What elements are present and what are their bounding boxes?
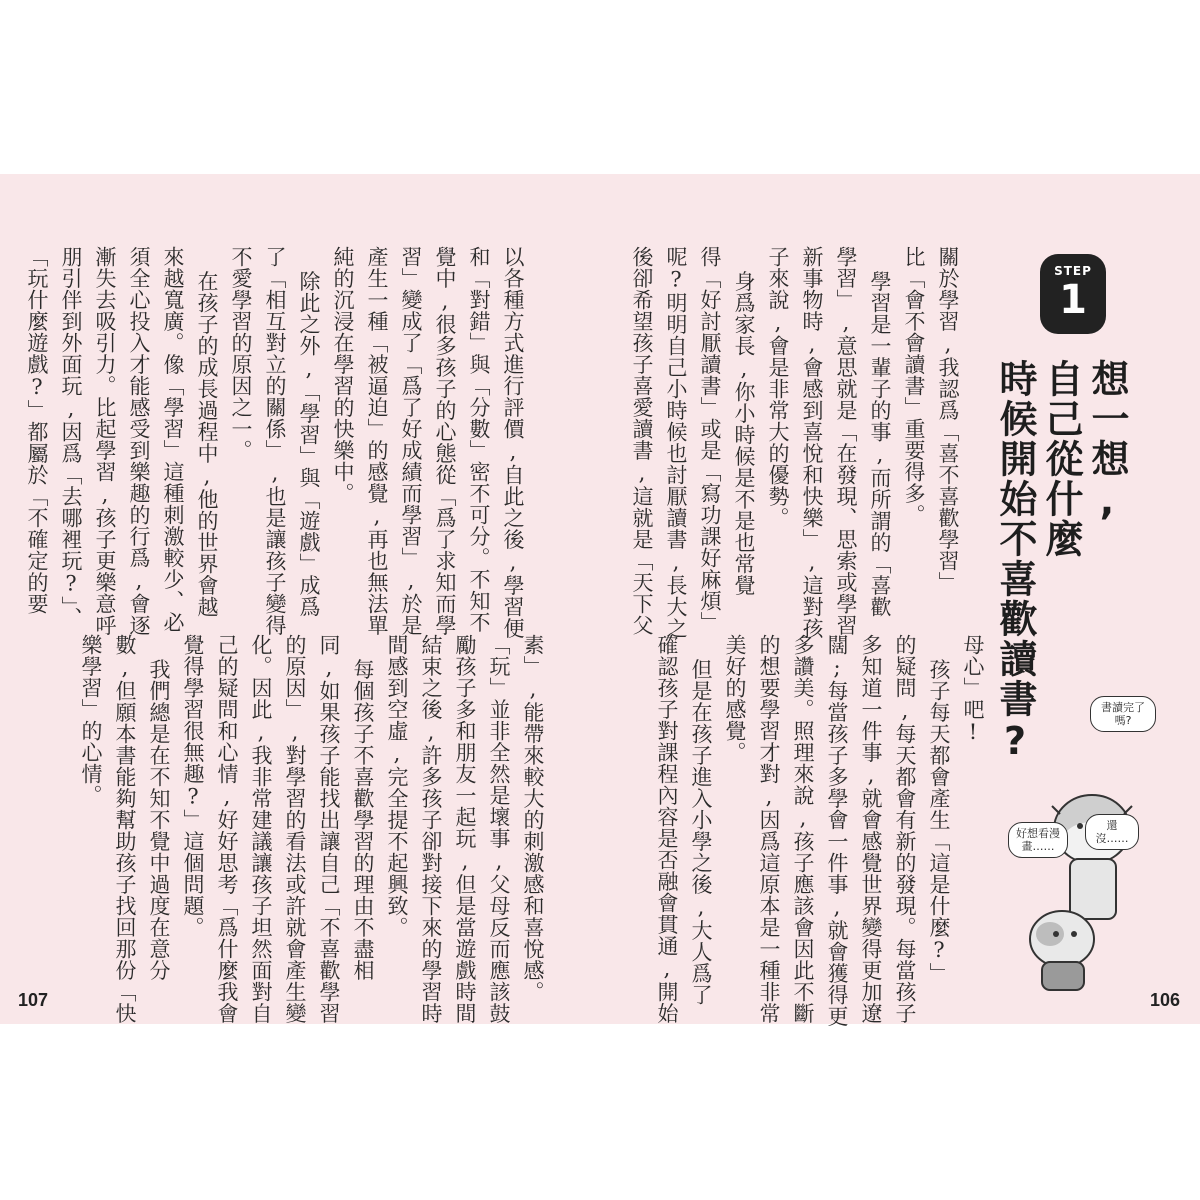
left-page-number: 107 bbox=[18, 990, 49, 1010]
speech-bubble-child-1: 好想看漫畫…… bbox=[1008, 822, 1068, 858]
step-number: 1 bbox=[1059, 277, 1087, 323]
chapter-title: 想一想, 自己從什麼 時候開始不喜歡讀書? bbox=[993, 359, 1129, 765]
step-label: STEP bbox=[1054, 264, 1092, 278]
speech-bubble-child-2: 還沒…… bbox=[1085, 814, 1139, 850]
speech-bubble-parent: 書讀完了嗎? bbox=[1090, 696, 1156, 732]
hamster-illustration bbox=[1000, 734, 1170, 994]
left-page-body-bottom: 素」,能帶來較大的刺激感和喜悅感。 「玩」並非全然是壞事,父母反而應該鼓 勵孩子多和朋友一起玩,但是當遊戲時間 結束之後,許多孩子卻對接下來的學習時 間感到空虛,完全提不起興致。 每個孩子不喜歡學習的理由不盡相 同,如果孩子能找出讓自己「不喜歡學習 的原因」,對學習的看法或許就會產生變 化。因此,我非常建議讓孩子坦然面對自 己的疑問和心情,好好思考「爲什麼我會 覺得學習很無趣?」這個問題。 我們總是在不知不覺中過度在意分 數,但願本書能夠幫助孩子找回那份「快 樂學習」的心情。 bbox=[79, 634, 545, 1024]
right-page-body-top: 關於學習,我認爲「喜不喜歡學習」 比「會不會讀書」重要得多。 學習是一輩子的事,而所謂的「喜歡 學習」,意思就是「在發現、思索或學習 新事物時,會感到喜悅和快樂」,這對孩 子來說,會是非常大的優勢。 身爲家長,你小時候是不是也常覺 得「好討厭讀書」或是「寫功課好麻煩」 呢?明明自己小時候也討厭讀書,長大之 後卻希望孩子喜愛讀書,這就是「天下父 bbox=[630, 246, 960, 639]
child-hamster-icon bbox=[1030, 911, 1094, 990]
chapter-title-block bbox=[990, 254, 1130, 765]
left-page-body-top: 以各種方式進行評價,自此之後,學習便 和「對錯」與「分數」密不可分。不知不 覺中,很多孩子的心態從「爲了求知而學 習」變成了「爲了好成績而學習」,於是 產生一種「被逼迫」的感覺,再也無法單 純的沉浸在學習的快樂中。 除此之外,「學習」與「遊戲」成爲 了「相互對立的關係」,也是讓孩子變得 不愛學習的原因之一。 在孩子的成長過程中,他的世界會越 來越寬廣。像「學習」這種刺激較少、必 須全心投入才能感受到樂趣的行爲,會逐 漸失去吸引力。比起學習,孩子更樂意呼 朋引伴到外面玩,因爲「去哪裡玩?」、 「玩什麼遊戲?」都屬於「不確定的要 bbox=[25, 246, 525, 639]
right-page-number: 106 bbox=[1150, 990, 1181, 1010]
right-page-body-bottom: 母心」吧! 孩子每天都會產生「這是什麼?」 的疑問,每天都會有新的發現。每當孩子 多知道一件事,就會感覺世界變得更加遼 闊;每當孩子多學會一件事,就會獲得更 多讚美。照理來說,孩子應該會因此不斷 的想要學習才對,因爲這原本是一種非常 美好的感覺。 但是在孩子進入小學之後,大人爲了 確認孩子對課程內容是否融會貫通,開始 bbox=[655, 634, 985, 1027]
step-badge bbox=[1040, 254, 1106, 334]
book-spread bbox=[0, 174, 1200, 1027]
